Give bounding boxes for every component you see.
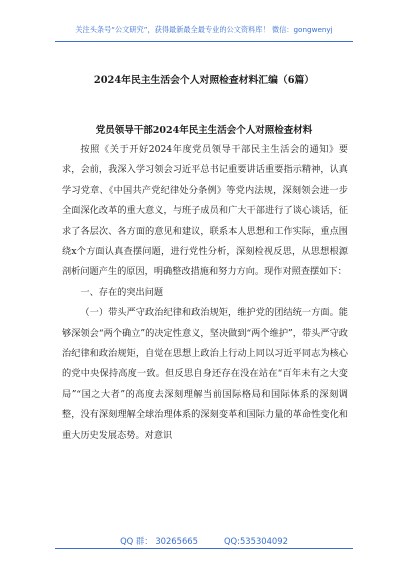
header-banner: 关注头条号“公文研究”，获得最新最全最专业的公文资料库！ 微信：gongwenyj [75, 25, 333, 34]
footer-qq-group: QQ 群： 30265665 [120, 536, 198, 546]
footer-divider [55, 548, 353, 549]
document-body [62, 140, 348, 446]
document-title: 2024年民主生活会个人对照检查材料汇编（6篇） [93, 75, 315, 86]
body-paragraph: 按照《关于开好2024年度党员领导干部民主生活会的通知》要求，会前，我深入学习领会习近平总书记重要讲话重要指示精神，认真学习党章、《中国共产党纪律处分条例》等党内法规，深刻领会进一步全面深化改革的重大意义，与班子成员和广大干部进行了谈心谈话，征求了各层次、各方面的意见和建议，联系本人思想和工作实际，重点围绕x个方面认真查摆问题，进行党性分析，深刻检视反思，从思想根源剖析问题产生的原因，明确整改措施和努力方向。现作对照查摆如下： [62, 144, 348, 278]
body-paragraph: （一）带头严守政治纪律和政治规矩，维护党的团结统一方面。能够深领会“两个确立”的决定性意义，坚决做到“两个维护”，带头严守政治纪律和政治规矩，自觉在思想上政治上行动上同以习近平同志为核心的党中央保持高度一致。但反思自身还存在没在站在“百年未有之大变局”“国之大者”的高度去深刻理解当前国际格局和国际体系的深刻调整，没有深刻理解全球治理体系的深刻变革和国际力量的革命性变化和重大历史发展态势。对意识 [62, 307, 348, 441]
footer-qq-number: QQ:535304092 [223, 536, 288, 546]
footer-contact [0, 535, 408, 547]
body-heading: 一、存在的突出问题 [80, 286, 164, 298]
section-title: 党员领导干部2024年民主生活会个人对照检查材料 [95, 125, 313, 136]
header-divider [55, 41, 353, 42]
